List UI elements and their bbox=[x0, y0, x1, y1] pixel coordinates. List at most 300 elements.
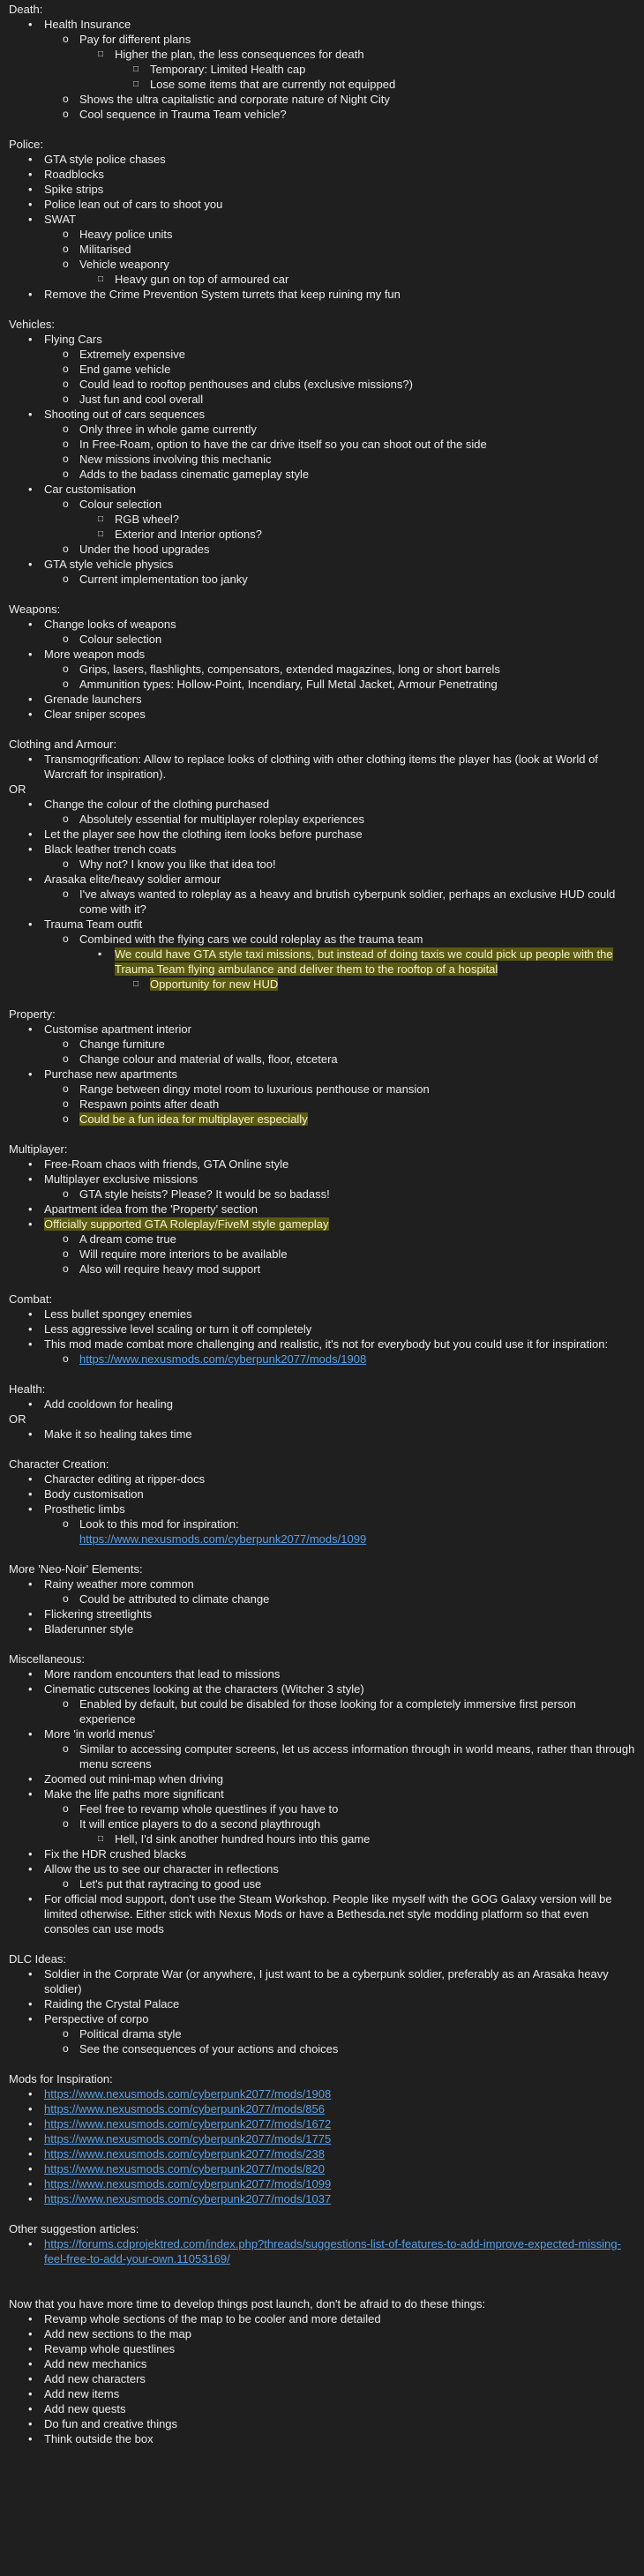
list-item bbox=[44, 1531, 635, 1546]
list-item bbox=[44, 242, 635, 257]
list-item bbox=[44, 812, 635, 827]
bullet-list-level-2 bbox=[44, 857, 635, 872]
list-item bbox=[44, 1112, 635, 1127]
list-item bbox=[44, 677, 635, 692]
list-item bbox=[115, 77, 635, 92]
list-item bbox=[44, 467, 635, 482]
bullet-list-level-2 bbox=[44, 1037, 635, 1067]
list-item bbox=[9, 1996, 635, 2011]
bullet-list-level-1 bbox=[9, 617, 635, 722]
list-item bbox=[9, 872, 635, 917]
section bbox=[9, 2221, 635, 2266]
list-item-text: Allow the us to see our character in reflections bbox=[44, 1862, 279, 1876]
list-item bbox=[9, 1846, 635, 1861]
list-item bbox=[9, 2146, 635, 2161]
list-item bbox=[9, 1726, 635, 1771]
list-item bbox=[44, 887, 635, 917]
list-item bbox=[79, 527, 635, 542]
list-item-text: This mod made combat more challenging and realistic, it's not for everybody but you could use it for inspiration: bbox=[44, 1337, 609, 1351]
list-item bbox=[44, 362, 635, 377]
list-item-text: Change looks of weapons bbox=[44, 618, 176, 631]
list-item bbox=[44, 1876, 635, 1891]
list-item-text: New missions involving this mechanic bbox=[79, 453, 272, 466]
bullet-list-level-2 bbox=[44, 227, 635, 287]
list-item-text: Make the life paths more significant bbox=[44, 1787, 224, 1801]
list-item-text: Let's put that raytracing to good use bbox=[79, 1877, 262, 1891]
bullet-list-level-2 bbox=[44, 812, 635, 827]
list-item-text: Zoomed out mini-map when driving bbox=[44, 1772, 224, 1786]
list-item bbox=[44, 2041, 635, 2056]
or-separator: OR bbox=[9, 783, 26, 796]
list-item-text: Flickering streetlights bbox=[44, 1607, 153, 1621]
list-item bbox=[44, 257, 635, 287]
list-item bbox=[44, 1262, 635, 1277]
list-item-text: Could lead to rooftop penthouses and clubs (exclusive missions?) bbox=[79, 378, 413, 391]
list-item bbox=[44, 1097, 635, 1112]
list-item-text: Customise apartment interior bbox=[44, 1022, 191, 1036]
list-item bbox=[44, 422, 635, 437]
list-item bbox=[9, 1576, 635, 1606]
list-item bbox=[9, 1307, 635, 1322]
hyperlink[interactable]: https://www.nexusmods.com/cyberpunk2077/mods/238 bbox=[44, 2147, 325, 2160]
list-item-text: Less aggressive level scaling or turn it off completely bbox=[44, 1322, 312, 1336]
list-item-text: In Free-Roam, option to have the car drive itself so you can shoot out of the side bbox=[79, 438, 487, 451]
list-item-text: Combined with the flying cars we could roleplay as the trauma team bbox=[79, 932, 423, 946]
hyperlink[interactable]: https://www.nexusmods.com/cyberpunk2077/mods/1037 bbox=[44, 2192, 332, 2205]
list-item bbox=[44, 497, 635, 542]
list-item bbox=[9, 182, 635, 197]
list-item-text: Grenade launchers bbox=[44, 693, 142, 706]
list-item-text: Range between dingy motel room to luxurious penthouse or mansion bbox=[79, 1082, 430, 1096]
section bbox=[9, 602, 635, 722]
list-item bbox=[9, 1067, 635, 1127]
list-item bbox=[9, 2161, 635, 2176]
list-item-text: Add new mechanics bbox=[44, 2357, 147, 2370]
section-heading: More 'Neo-Noir' Elements: bbox=[9, 1562, 143, 1576]
section-heading: Combat: bbox=[9, 1292, 53, 1306]
list-item bbox=[9, 152, 635, 167]
list-item-text: Raiding the Crystal Palace bbox=[44, 1997, 180, 2011]
list-item bbox=[44, 1696, 635, 1726]
list-item bbox=[44, 1037, 635, 1052]
list-item bbox=[44, 632, 635, 647]
list-item-text: Only three in whole game currently bbox=[79, 423, 257, 436]
hyperlink[interactable]: https://www.nexusmods.com/cyberpunk2077/mods/1775 bbox=[44, 2132, 332, 2145]
list-item bbox=[9, 2326, 635, 2341]
section bbox=[9, 737, 635, 992]
list-item bbox=[9, 1621, 635, 1636]
list-item-text: GTA style vehicle physics bbox=[44, 558, 174, 571]
bullet-list-level-2 bbox=[44, 32, 635, 122]
list-item bbox=[79, 47, 635, 92]
list-item bbox=[9, 752, 635, 782]
list-item bbox=[44, 1516, 635, 1531]
list-item-text: It will entice players to do a second playthrough bbox=[79, 1817, 321, 1831]
list-item-text: Grips, lasers, flashlights, compensators, extended magazines, long or short barrels bbox=[79, 663, 500, 676]
list-item-text: Multiplayer exclusive missions bbox=[44, 1172, 198, 1186]
hyperlink[interactable]: https://www.nexusmods.com/cyberpunk2077/mods/1099 bbox=[79, 1532, 367, 1546]
list-item-text: Hell, I'd sink another hundred hours into this game bbox=[115, 1832, 371, 1846]
list-item-text: Militarised bbox=[79, 243, 131, 256]
list-item bbox=[79, 947, 635, 992]
list-item bbox=[9, 2236, 635, 2266]
list-item bbox=[44, 452, 635, 467]
section-heading: Property: bbox=[9, 1007, 56, 1021]
list-item-text: Shooting out of cars sequences bbox=[44, 408, 206, 421]
list-item-text: Respawn points after death bbox=[79, 1097, 220, 1111]
list-item bbox=[44, 437, 635, 452]
section-heading: Multiplayer: bbox=[9, 1142, 68, 1156]
list-item bbox=[44, 1052, 635, 1067]
list-item-text: Rainy weather more common bbox=[44, 1577, 194, 1591]
section-heading: Character Creation: bbox=[9, 1457, 109, 1471]
list-item bbox=[9, 167, 635, 182]
list-item-text: Political drama style bbox=[79, 2027, 182, 2041]
bullet-list-level-3 bbox=[79, 47, 635, 92]
list-item-text: Will require more interiors to be available bbox=[79, 1247, 288, 1261]
list-item-text: Shows the ultra capitalistic and corporate nature of Night City bbox=[79, 93, 390, 106]
bullet-list-level-2 bbox=[44, 572, 635, 587]
bullet-list-level-3 bbox=[79, 272, 635, 287]
list-item-text: Officially supported GTA Roleplay/FiveM style gameplay bbox=[44, 1217, 329, 1231]
list-item-text: Remove the Crime Prevention System turrets that keep ruining my fun bbox=[44, 288, 401, 301]
list-item bbox=[9, 197, 635, 212]
list-item bbox=[9, 1397, 635, 1412]
list-item-text: More 'in world menus' bbox=[44, 1727, 155, 1741]
list-item-text: Flying Cars bbox=[44, 333, 102, 346]
list-item-text: Add cooldown for healing bbox=[44, 1397, 173, 1411]
bullet-list-level-1 bbox=[9, 2086, 635, 2206]
list-item bbox=[9, 1322, 635, 1337]
list-item bbox=[9, 1666, 635, 1681]
bullet-list-level-1 bbox=[9, 797, 635, 992]
bullet-list-level-1 bbox=[9, 1666, 635, 1936]
list-item-text: Could be a fun idea for multiplayer especially bbox=[79, 1112, 308, 1126]
list-item bbox=[44, 932, 635, 992]
list-item-text: Character editing at ripper-docs bbox=[44, 1472, 206, 1486]
bullet-list-level-2 bbox=[44, 1232, 635, 1277]
bullet-list-level-1 bbox=[9, 752, 635, 782]
list-item-text: Heavy police units bbox=[79, 228, 173, 241]
section-heading: Other suggestion articles: bbox=[9, 2222, 139, 2235]
list-item bbox=[9, 842, 635, 872]
section-heading: Death: bbox=[9, 3, 43, 16]
bullet-list-level-1 bbox=[9, 1966, 635, 2056]
list-item bbox=[79, 272, 635, 287]
bullet-list-level-1 bbox=[9, 2311, 635, 2446]
bullet-list-level-4 bbox=[115, 62, 635, 92]
list-item-text: Roadblocks bbox=[44, 168, 104, 181]
list-item bbox=[44, 32, 635, 92]
list-item bbox=[44, 1232, 635, 1247]
list-item-text: Purchase new apartments bbox=[44, 1067, 178, 1081]
list-item-text: End game vehicle bbox=[79, 363, 171, 376]
section-heading: Now that you have more time to develop things post launch, don't be afraid to do these things: bbox=[9, 2297, 486, 2310]
bullet-list-level-1 bbox=[9, 1397, 635, 1412]
bullet-list-level-2 bbox=[44, 422, 635, 482]
section bbox=[9, 1561, 635, 1636]
bullet-list-level-2 bbox=[44, 497, 635, 557]
list-item-text: Pay for different plans bbox=[79, 33, 191, 46]
list-item bbox=[44, 1352, 635, 1367]
list-item-text: Similar to accessing computer screens, let us access information through in world means, rather than through menu screens bbox=[79, 1742, 635, 1771]
list-item-text: Make it so healing takes time bbox=[44, 1427, 192, 1441]
section-heading: Miscellaneous: bbox=[9, 1652, 85, 1666]
list-item bbox=[9, 332, 635, 407]
list-item bbox=[9, 1606, 635, 1621]
list-item-text: For official mod support, don't use the Steam Workshop. People like myself with the GOG Galaxy version will be limited otherwise. Either stick with Nexus Mods or have a Bethesda.net style modding platform so that even consoles can use mods bbox=[44, 1892, 612, 1936]
list-item-text: More weapon mods bbox=[44, 648, 146, 661]
section bbox=[9, 137, 635, 302]
section bbox=[9, 1382, 635, 1442]
list-item bbox=[9, 1471, 635, 1486]
bullet-list-level-2 bbox=[44, 1187, 635, 1202]
list-item-text: Why not? I know you like that idea too! bbox=[79, 857, 276, 871]
list-item-text: Change furniture bbox=[79, 1037, 165, 1051]
list-item-text: Clear sniper scopes bbox=[44, 708, 146, 721]
bullet-list-level-1 bbox=[9, 17, 635, 122]
list-item-text: Current implementation too janky bbox=[79, 573, 248, 586]
section-heading: Clothing and Armour: bbox=[9, 738, 117, 751]
bullet-list-level-2 bbox=[44, 1591, 635, 1606]
section-heading: Police: bbox=[9, 138, 44, 151]
list-item bbox=[9, 2386, 635, 2401]
list-item bbox=[79, 1831, 635, 1846]
list-item-text: Opportunity for new HUD bbox=[150, 977, 279, 991]
list-item-text: Lose some items that are currently not equipped bbox=[150, 78, 396, 91]
section bbox=[9, 1456, 635, 1546]
list-item-text: Change the colour of the clothing purchased bbox=[44, 798, 270, 811]
bullet-list-level-2 bbox=[44, 1352, 635, 1367]
list-item-text: Police lean out of cars to shoot you bbox=[44, 198, 223, 211]
hyperlink[interactable]: https://www.nexusmods.com/cyberpunk2077/mods/1908 bbox=[44, 2087, 332, 2100]
list-item bbox=[9, 1786, 635, 1846]
section-heading: Vehicles: bbox=[9, 318, 56, 331]
list-item-text: More random encounters that lead to missions bbox=[44, 1667, 281, 1681]
list-item bbox=[44, 542, 635, 557]
list-item-text: Heavy gun on top of armoured car bbox=[115, 273, 289, 286]
list-item bbox=[44, 1187, 635, 1202]
list-item bbox=[9, 2011, 635, 2056]
section bbox=[9, 1142, 635, 1277]
list-item bbox=[44, 347, 635, 362]
list-item bbox=[9, 1501, 635, 1546]
list-item-text: Body customisation bbox=[44, 1487, 144, 1501]
list-item bbox=[44, 227, 635, 242]
section bbox=[9, 317, 635, 587]
list-item bbox=[9, 1861, 635, 1891]
section bbox=[9, 1007, 635, 1127]
list-item-text: Cinematic cutscenes looking at the characters (Witcher 3 style) bbox=[44, 1682, 364, 1696]
list-item-text: Bladerunner style bbox=[44, 1622, 134, 1636]
list-item-text: GTA style police chases bbox=[44, 153, 166, 166]
hyperlink[interactable]: https://www.nexusmods.com/cyberpunk2077/mods/856 bbox=[44, 2102, 325, 2115]
list-item bbox=[9, 1891, 635, 1936]
list-item-text: Exterior and Interior options? bbox=[115, 528, 262, 541]
list-item bbox=[9, 2311, 635, 2326]
section-heading: DLC Ideas: bbox=[9, 1952, 67, 1966]
bullet-list-level-3 bbox=[79, 1831, 635, 1846]
bullet-list-level-3 bbox=[79, 512, 635, 542]
list-item bbox=[44, 1816, 635, 1846]
list-item-text: Do fun and creative things bbox=[44, 2417, 178, 2430]
list-item bbox=[9, 1771, 635, 1786]
list-item-text: Extremely expensive bbox=[79, 348, 185, 361]
list-item-text: Arasaka elite/heavy soldier armour bbox=[44, 872, 221, 886]
list-item bbox=[9, 2116, 635, 2131]
section bbox=[9, 2, 635, 122]
list-item bbox=[9, 1157, 635, 1172]
list-item-text: Perspective of corpo bbox=[44, 2012, 149, 2026]
list-item-text: Soldier in the Corprate War (or anywhere, I just want to be a cyberpunk soldier, preferably as an Arasaka heavy soldier) bbox=[44, 1967, 609, 1996]
list-item bbox=[44, 92, 635, 107]
list-item-text: Could be attributed to climate change bbox=[79, 1592, 270, 1606]
hyperlink[interactable]: https://www.nexusmods.com/cyberpunk2077/mods/1672 bbox=[44, 2117, 332, 2130]
list-item-text: Prosthetic limbs bbox=[44, 1502, 125, 1516]
list-item bbox=[9, 407, 635, 482]
bullet-list-level-4 bbox=[115, 977, 635, 992]
list-item-text: Black leather trench coats bbox=[44, 842, 176, 856]
bullet-list-level-1 bbox=[9, 1427, 635, 1442]
list-item bbox=[9, 1966, 635, 1996]
bullet-list-level-2 bbox=[44, 1741, 635, 1771]
list-item bbox=[9, 917, 635, 992]
bullet-list-level-2 bbox=[44, 2026, 635, 2056]
list-item bbox=[44, 1591, 635, 1606]
list-item-text: We could have GTA style taxi missions, but instead of doing taxis we could pick up people with the Trauma Team flying ambulance and deliver them to the rooftop of a hospital bbox=[115, 947, 613, 976]
bullet-list-level-1 bbox=[9, 152, 635, 302]
bullet-list-level-1 bbox=[9, 1307, 635, 1367]
bullet-list-level-1 bbox=[9, 1022, 635, 1127]
bullet-list-level-2 bbox=[44, 632, 635, 647]
list-item-text: Enabled by default, but could be disabled for those looking for a completely immersive first person experience bbox=[79, 1697, 576, 1726]
section bbox=[9, 2296, 635, 2446]
list-item bbox=[44, 2026, 635, 2041]
list-item-text: RGB wheel? bbox=[115, 513, 179, 526]
bullet-list-level-1 bbox=[9, 2236, 635, 2266]
list-item bbox=[9, 692, 635, 707]
list-item bbox=[9, 1217, 635, 1277]
list-item-text: Feel free to revamp whole questlines if you have to bbox=[79, 1802, 339, 1816]
section-heading: Health: bbox=[9, 1382, 46, 1396]
list-item bbox=[115, 977, 635, 992]
section-heading: Weapons: bbox=[9, 603, 61, 616]
list-item bbox=[44, 392, 635, 407]
bullet-list-level-1 bbox=[9, 1157, 635, 1277]
hyperlink[interactable]: https://www.nexusmods.com/cyberpunk2077/mods/1099 bbox=[44, 2177, 332, 2190]
bullet-list-level-2 bbox=[44, 1876, 635, 1891]
bullet-list-level-1 bbox=[9, 1471, 635, 1546]
list-item-text: Apartment idea from the 'Property' section bbox=[44, 1202, 258, 1216]
hyperlink[interactable]: https://www.nexusmods.com/cyberpunk2077/mods/1908 bbox=[79, 1352, 367, 1366]
list-item-text: Add new quests bbox=[44, 2402, 126, 2415]
bullet-list-level-2 bbox=[44, 887, 635, 917]
list-item bbox=[9, 1202, 635, 1217]
list-item bbox=[44, 572, 635, 587]
section bbox=[9, 2071, 635, 2206]
list-item bbox=[9, 2191, 635, 2206]
bullet-list-level-2 bbox=[44, 662, 635, 692]
list-item-text: Temporary: Limited Health cap bbox=[150, 63, 306, 76]
hyperlink[interactable]: https://www.nexusmods.com/cyberpunk2077/mods/820 bbox=[44, 2162, 325, 2175]
list-item-text: See the consequences of your actions and choices bbox=[79, 2042, 339, 2056]
list-item bbox=[44, 1801, 635, 1816]
list-item-text: Add new sections to the map bbox=[44, 2327, 191, 2340]
list-item bbox=[44, 1247, 635, 1262]
list-item bbox=[9, 797, 635, 827]
list-item-text: Adds to the badass cinematic gameplay style bbox=[79, 468, 310, 481]
list-item-text: Higher the plan, the less consequences for death bbox=[115, 48, 364, 61]
list-item bbox=[9, 1337, 635, 1367]
list-item bbox=[9, 1022, 635, 1067]
list-item bbox=[9, 2401, 635, 2416]
list-item-text: Revamp whole sections of the map to be cooler and more detailed bbox=[44, 2312, 381, 2325]
list-item bbox=[9, 2371, 635, 2386]
list-item bbox=[9, 1427, 635, 1442]
list-item-text: Ammunition types: Hollow-Point, Incendiary, Full Metal Jacket, Armour Penetrating bbox=[79, 678, 498, 691]
bullet-list-level-2 bbox=[44, 1801, 635, 1846]
list-item bbox=[9, 827, 635, 842]
list-item-text: Colour selection bbox=[79, 633, 162, 646]
list-item-text: Health Insurance bbox=[44, 18, 131, 31]
list-item bbox=[9, 2416, 635, 2431]
list-item bbox=[9, 2086, 635, 2101]
section bbox=[9, 1292, 635, 1367]
bullet-list-level-2 bbox=[44, 932, 635, 992]
list-item bbox=[9, 2356, 635, 2371]
or-separator: OR bbox=[9, 1412, 26, 1426]
list-item bbox=[9, 647, 635, 692]
list-item bbox=[9, 287, 635, 302]
list-item bbox=[44, 377, 635, 392]
section bbox=[9, 1951, 635, 2056]
list-item-text: GTA style heists? Please? It would be so badass! bbox=[79, 1187, 330, 1201]
list-item-text: Add new items bbox=[44, 2387, 120, 2400]
bullet-list-level-2 bbox=[44, 1696, 635, 1726]
list-item bbox=[9, 557, 635, 587]
list-item bbox=[44, 857, 635, 872]
section-heading: Mods for Inspiration: bbox=[9, 2072, 113, 2086]
list-item bbox=[44, 1741, 635, 1771]
list-item bbox=[9, 1681, 635, 1726]
list-item-text: Absolutely essential for multiplayer roleplay experiences bbox=[79, 812, 364, 826]
section bbox=[9, 1651, 635, 1936]
list-item-text: Spike strips bbox=[44, 183, 104, 196]
list-item-text: Change colour and material of walls, floor, etcetera bbox=[79, 1052, 338, 1066]
bullet-list-level-2 bbox=[44, 347, 635, 407]
list-item bbox=[9, 707, 635, 722]
list-item bbox=[9, 482, 635, 557]
list-item-text: A dream come true bbox=[79, 1232, 176, 1246]
list-item bbox=[9, 2101, 635, 2116]
list-item-text: Just fun and cool overall bbox=[79, 393, 204, 406]
bullet-list-level-2 bbox=[44, 1082, 635, 1127]
list-item-text: Think outside the box bbox=[44, 2432, 154, 2445]
list-item-text: Also will require heavy mod support bbox=[79, 1262, 261, 1276]
list-item-text: Car customisation bbox=[44, 483, 137, 496]
list-item bbox=[9, 2131, 635, 2146]
list-item bbox=[9, 1486, 635, 1501]
bullet-list-level-1 bbox=[9, 332, 635, 587]
bullet-list-level-3 bbox=[79, 947, 635, 992]
list-item bbox=[44, 107, 635, 122]
list-item-text: Less bullet spongey enemies bbox=[44, 1307, 192, 1321]
list-item-text: I've always wanted to roleplay as a heavy and brutish cyberpunk soldier, perhaps an exclusive HUD could come with it? bbox=[79, 887, 616, 916]
list-item bbox=[44, 1082, 635, 1097]
list-item bbox=[115, 62, 635, 77]
bullet-list-level-2 bbox=[44, 1516, 635, 1546]
hyperlink[interactable]: https://forums.cdprojektred.com/index.php?threads/suggestions-list-of-features-to-add-improve-expected-missing-feel-free-to-add-your-own.11053169/ bbox=[44, 2237, 621, 2265]
